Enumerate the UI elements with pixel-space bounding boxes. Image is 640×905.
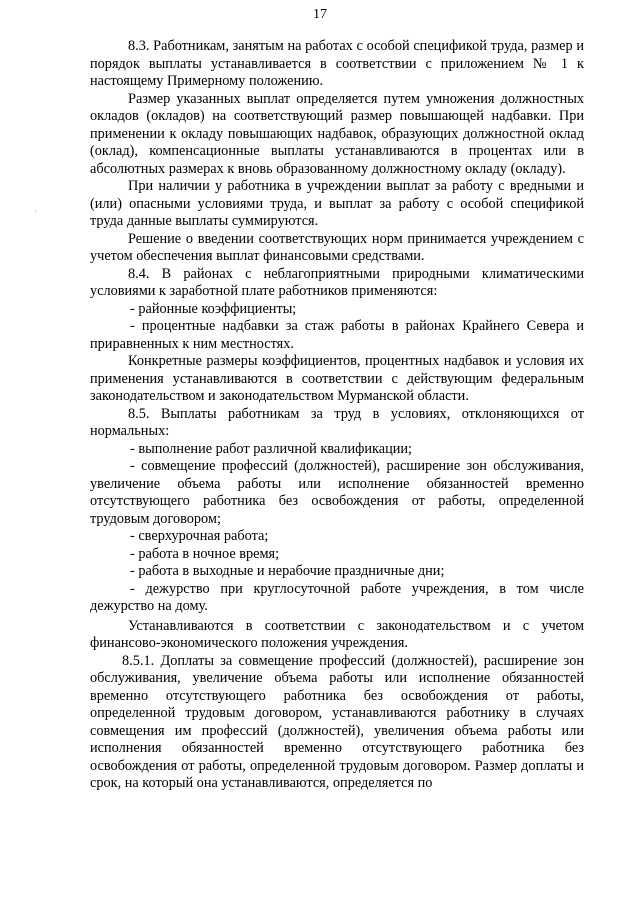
paragraph: - совмещение профессий (должностей), расширение зон обслуживания, увеличение объема работы или исполнение обязанностей временно отсутствующего работника без освобождения от работы, определенной трудовым договором; xyxy=(90,458,584,527)
paragraph: 8.4. В районах с неблагоприятными природными климатическими условиями к заработной плате работников применяются: xyxy=(90,265,584,299)
document-body xyxy=(90,38,584,793)
paragraph: Решение о введении соответствующих норм принимается учреждением с учетом обеспечения выплат финансовыми средствами. xyxy=(90,230,584,264)
paragraph: Устанавливаются в соответствии с законодательством и с учетом финансово-экономического положения учреждения. xyxy=(90,617,584,651)
paragraph: Размер указанных выплат определяется путем умножения должностных окладов (окладов) на соответствующий размер повышающей надбавки. При применении к окладу повышающих надбавок, образующих должностной оклад (оклад), компенсационные выплаты устанавливаются в процентах или в абсолютных размерах к вновь образованному должностному окладу (окладу). xyxy=(90,90,584,177)
paragraph: 8.5. Выплаты работникам за труд в условиях, отклоняющихся от нормальных: xyxy=(90,405,584,439)
paragraph: - дежурство при круглосуточной работе учреждения, в том числе дежурство на дому. xyxy=(90,580,584,614)
paragraph: - районные коэффициенты; xyxy=(130,300,297,317)
paragraph: - выполнение работ различной квалификации; xyxy=(130,440,413,457)
page-number: 17 xyxy=(313,7,327,22)
paragraph: - работа в ночное время; xyxy=(130,545,280,562)
paragraph: При наличии у работника в учреждении выплат за работу с вредными и (или) опасными условиями труда, и выплат за работу с особой спецификой труда данные выплаты суммируются. xyxy=(90,178,584,229)
paragraph: 8.3. Работникам, занятым на работах с особой спецификой труда, размер и порядок выплаты устанавливается в соответствии с приложением № 1 к настоящему Примерному положению. xyxy=(90,38,584,89)
paragraph: - процентные надбавки за стаж работы в районах Крайнего Севера и приравненных к ним местностях. xyxy=(90,318,584,352)
paragraph: 8.5.1. Доплаты за совмещение профессий (должностей), расширение зон обслуживания, увеличение объема работы или исполнение обязанностей временно отсутствующего работника без освобождения от работы, определенной трудовым договором, устанавливаются работнику в случаях совмещения им профессий (должностей), увеличения объема работы или исполнения обязанностей временно отсутствующего работника без освобождения от работы, определенной трудовым договором. Размер доплаты и срок, на который она устанавливаются, определяется по xyxy=(90,652,584,791)
paragraph: Конкретные размеры коэффициентов, процентных надбавок и условия их применения устанавливаются в соответствии с действующим федеральным законодательством и законодательством Мурманской области. xyxy=(90,353,584,404)
paragraph: - работа в выходные и нерабочие праздничные дни; xyxy=(130,563,445,579)
paragraph: - сверхурочная работа; xyxy=(130,528,269,544)
margin-mark: · xyxy=(34,206,37,216)
